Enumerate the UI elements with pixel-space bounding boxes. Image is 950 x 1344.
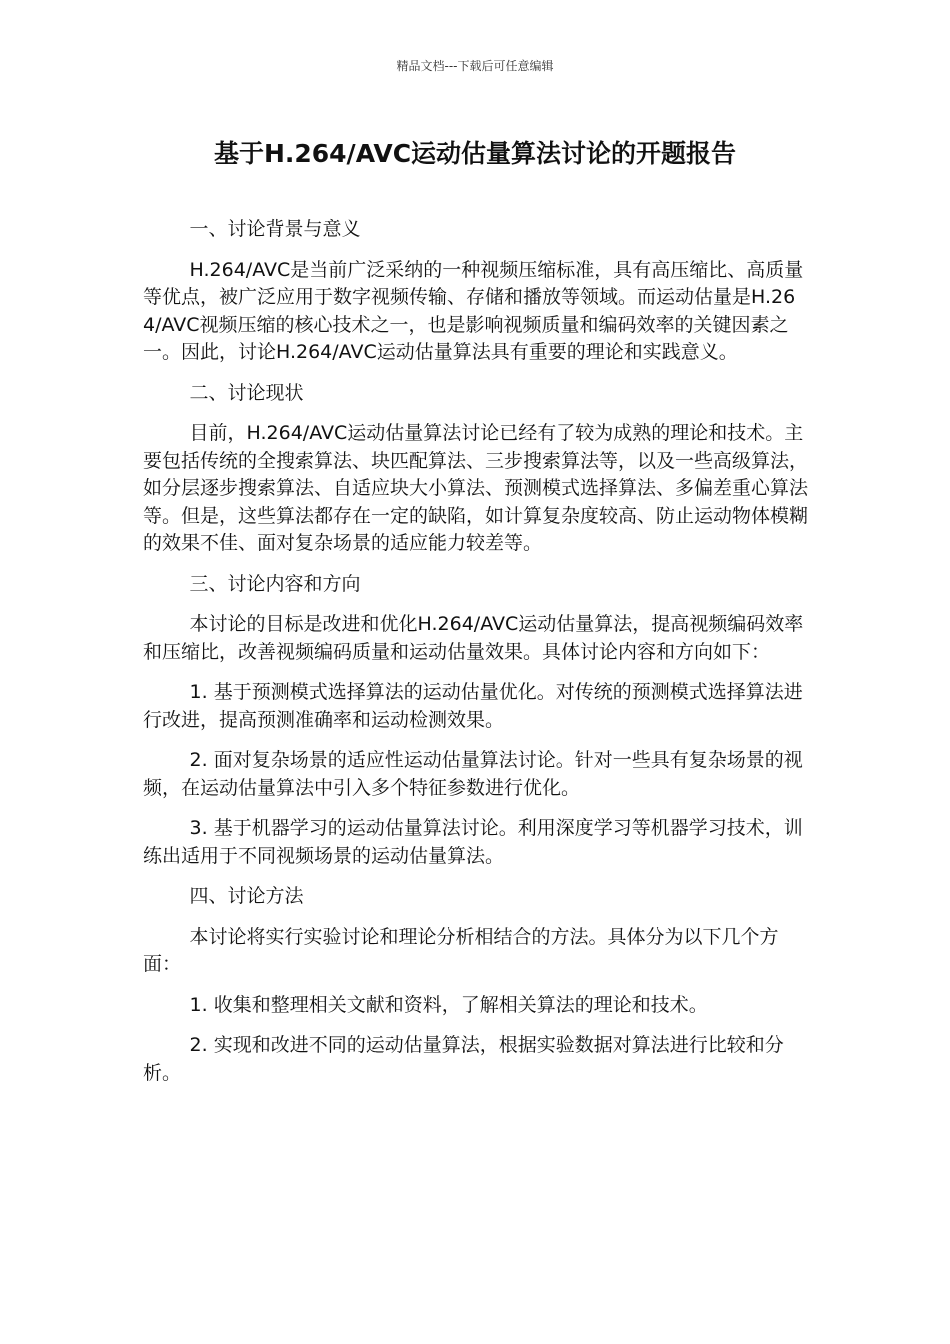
list-item-method-1: 1. 收集和整理相关文献和资料，了解相关算法的理论和技术。	[189, 993, 708, 1016]
paragraph-status: 目前，H.264/AVC运动估量算法讨论已经有了较为成熟的理论和技术。主要包括传统的全搜索算法、块匹配算法、三步搜索算法等，以及一些高级算法，如分层逐步搜索算法、自适应块大小算法、预测模式选择算法、多偏差重心算法等。但是，这些算法都存在一定的缺陷，如计算复杂度较高、防止运动物体模糊的效果不佳、面对复杂场景的适应能力较差等。	[143, 422, 809, 554]
page-header: 精品文档---下载后可任意编辑	[396, 59, 554, 73]
list-item-content-1: 1. 基于预测模式选择算法的运动估量优化。对传统的预测模式选择算法进行改进，提高预测准确率和运动检测效果。	[143, 681, 803, 731]
paragraph-method: 本讨论将实行实验讨论和理论分析相结合的方法。具体分为以下几个方面：	[143, 925, 779, 975]
paragraph-content: 本讨论的目标是改进和优化H.264/AVC运动估量算法，提高视频编码效率和压缩比，改善视频编码质量和运动估量效果。具体讨论内容和方向如下：	[143, 613, 804, 663]
list-item-method-2: 2. 实现和改进不同的运动估量算法，根据实验数据对算法进行比较和分析。	[143, 1034, 784, 1084]
list-item-content-3: 3. 基于机器学习的运动估量算法讨论。利用深度学习等机器学习技术，训练出适用于不同视频场景的运动估量算法。	[143, 817, 803, 867]
list-item-content-2: 2. 面对复杂场景的适应性运动估量算法讨论。针对一些具有复杂场景的视频，在运动估量算法中引入多个特征参数进行优化。	[143, 749, 803, 799]
section-heading-content: 三、讨论内容和方向	[189, 572, 361, 595]
document-body	[143, 216, 811, 1100]
document-title: 基于H.264/AVC运动估量算法讨论的开题报告	[213, 139, 737, 168]
section-heading-method: 四、讨论方法	[189, 885, 304, 907]
section-heading-status: 二、讨论现状	[189, 381, 304, 404]
section-heading-background: 一、讨论背景与意义	[189, 218, 361, 240]
paragraph-background: H.264/AVC是当前广泛采纳的一种视频压缩标准，具有高压缩比、高质量等优点，被广泛应用于数字视频传输、存储和播放等领域。而运动估量是H.264/AVC视频压缩的核心技术之一，也是影响视频质量和编码效率的关键因素之一。因此，讨论H.264/AVC运动估量算法具有重要的理论和实践意义。	[143, 258, 804, 363]
